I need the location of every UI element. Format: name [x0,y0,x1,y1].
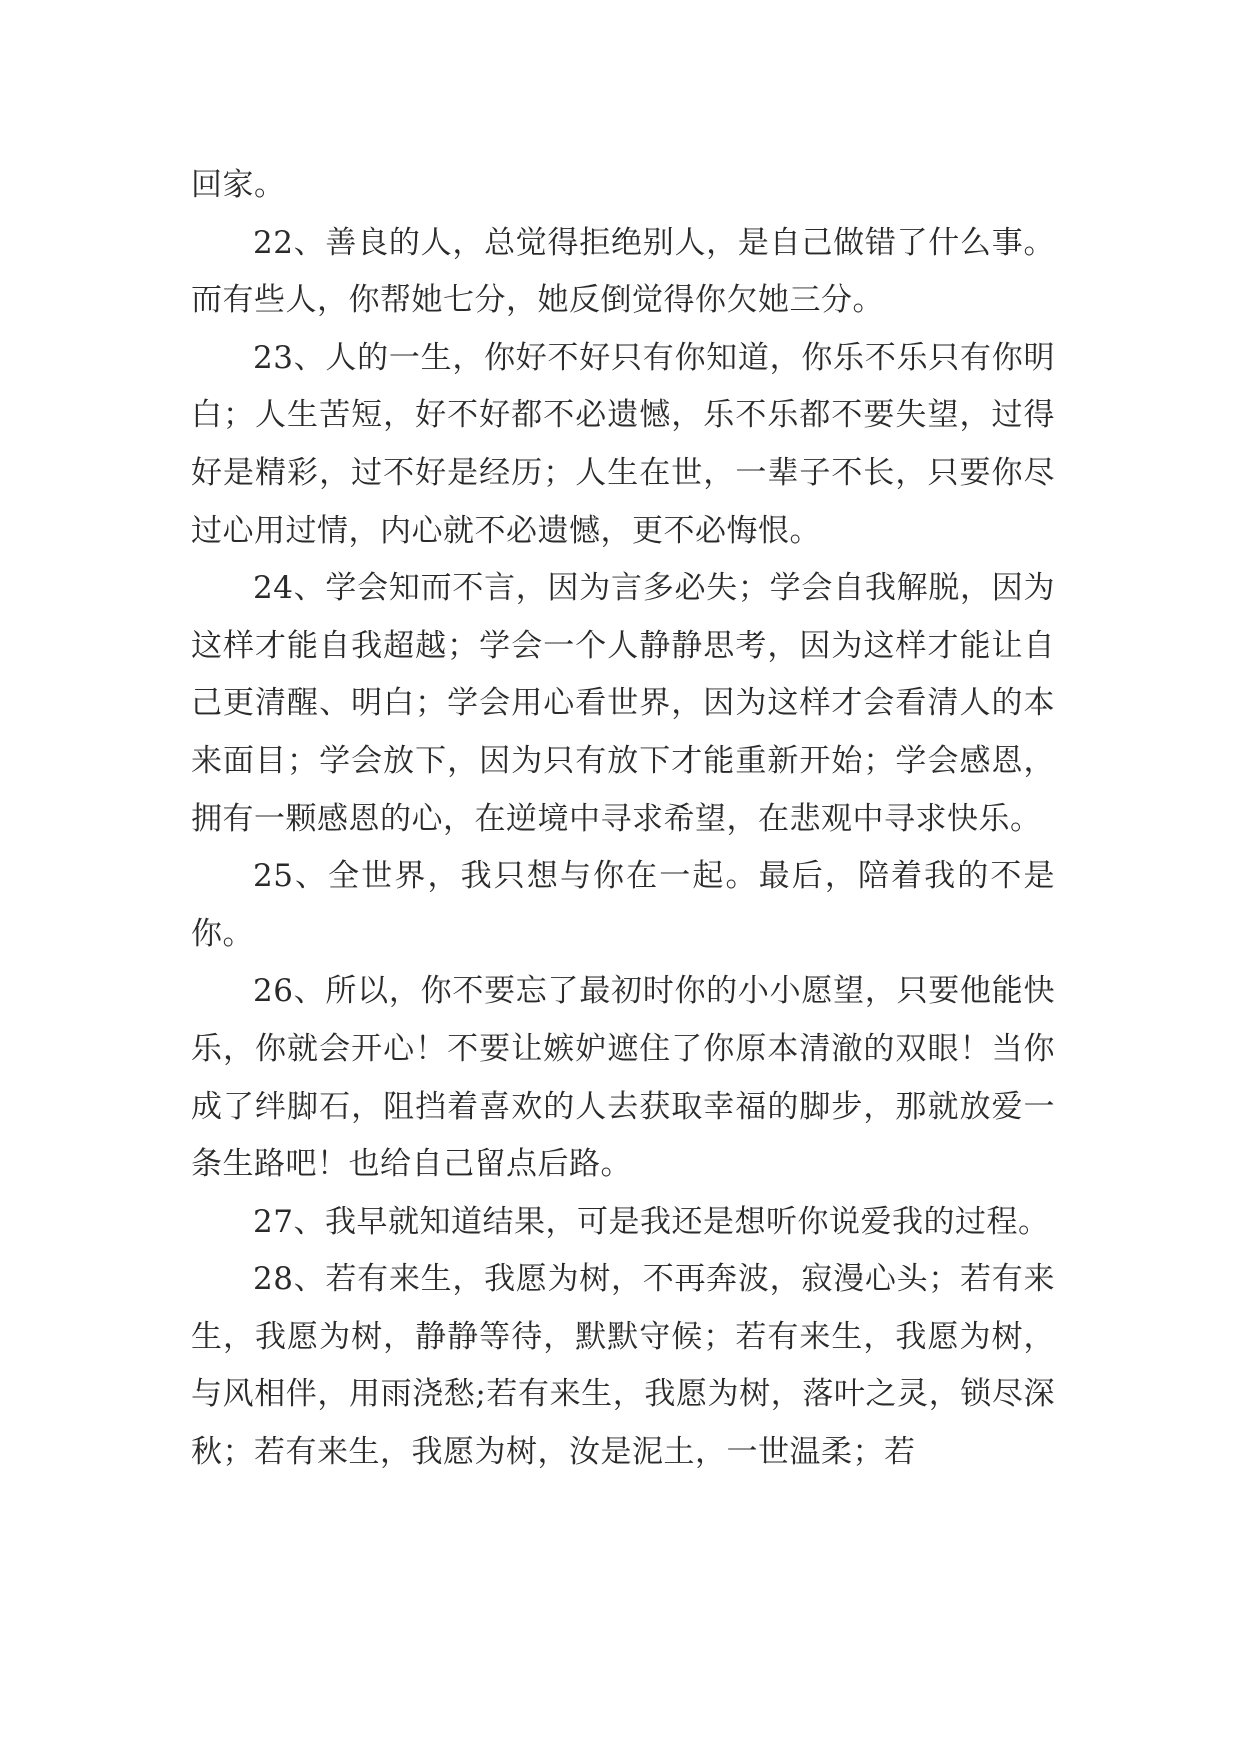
paragraph-26: 26、所以，你不要忘了最初时你的小小愿望，只要他能快乐，你就会开心！不要让嫉妒遮住了你原本清澈的双眼！当你成了绊脚石，阻挡着喜欢的人去获取幸福的脚步，那就放爱一条生路吧！也给自己留点后路。 [191,973,1055,1183]
paragraph-24: 24、学会知而不言，因为言多必失；学会自我解脱，因为这样才能自我超越；学会一个人静静思考，因为这样才能让自己更清醒、明白；学会用心看世界，因为这样才会看清人的本来面目；学会放下，因为只有放下才能重新开始；学会感恩，拥有一颗感恩的心，在逆境中寻求希望，在悲观中寻求快乐。 [191,570,1055,837]
paragraph-continuation: 回家。 [191,167,286,203]
paragraph-23: 23、人的一生，你好不好只有你知道，你乐不乐只有你明白；人生苦短，好不好都不必遗憾，乐不乐都不要失望，过得好是精彩，过不好是经历；人生在世，一辈子不长，只要你尽过心用过情，内心就不必遗憾，更不必悔恨。 [191,339,1055,549]
paragraph-28: 28、若有来生，我愿为树，不再奔波，寂漫心头；若有来生，我愿为树，静静等待，默默守候；若有来生，我愿为树，与风相伴，用雨浇愁;若有来生，我愿为树，落叶之灵，锁尽深秋；若有来生，我愿为树，汝是泥土，一世温柔；若 [191,1261,1055,1471]
document-body [191,157,1055,1482]
paragraph-22: 22、善良的人，总觉得拒绝别人，是自己做错了什么事。而有些人，你帮她七分，她反倒觉得你欠她三分。 [191,224,1055,319]
paragraph-27: 27、我早就知道结果，可是我还是想听你说爱我的过程。 [253,1203,1050,1240]
paragraph-25: 25、全世界，我只想与你在一起。最后，陪着我的不是你。 [191,858,1055,952]
